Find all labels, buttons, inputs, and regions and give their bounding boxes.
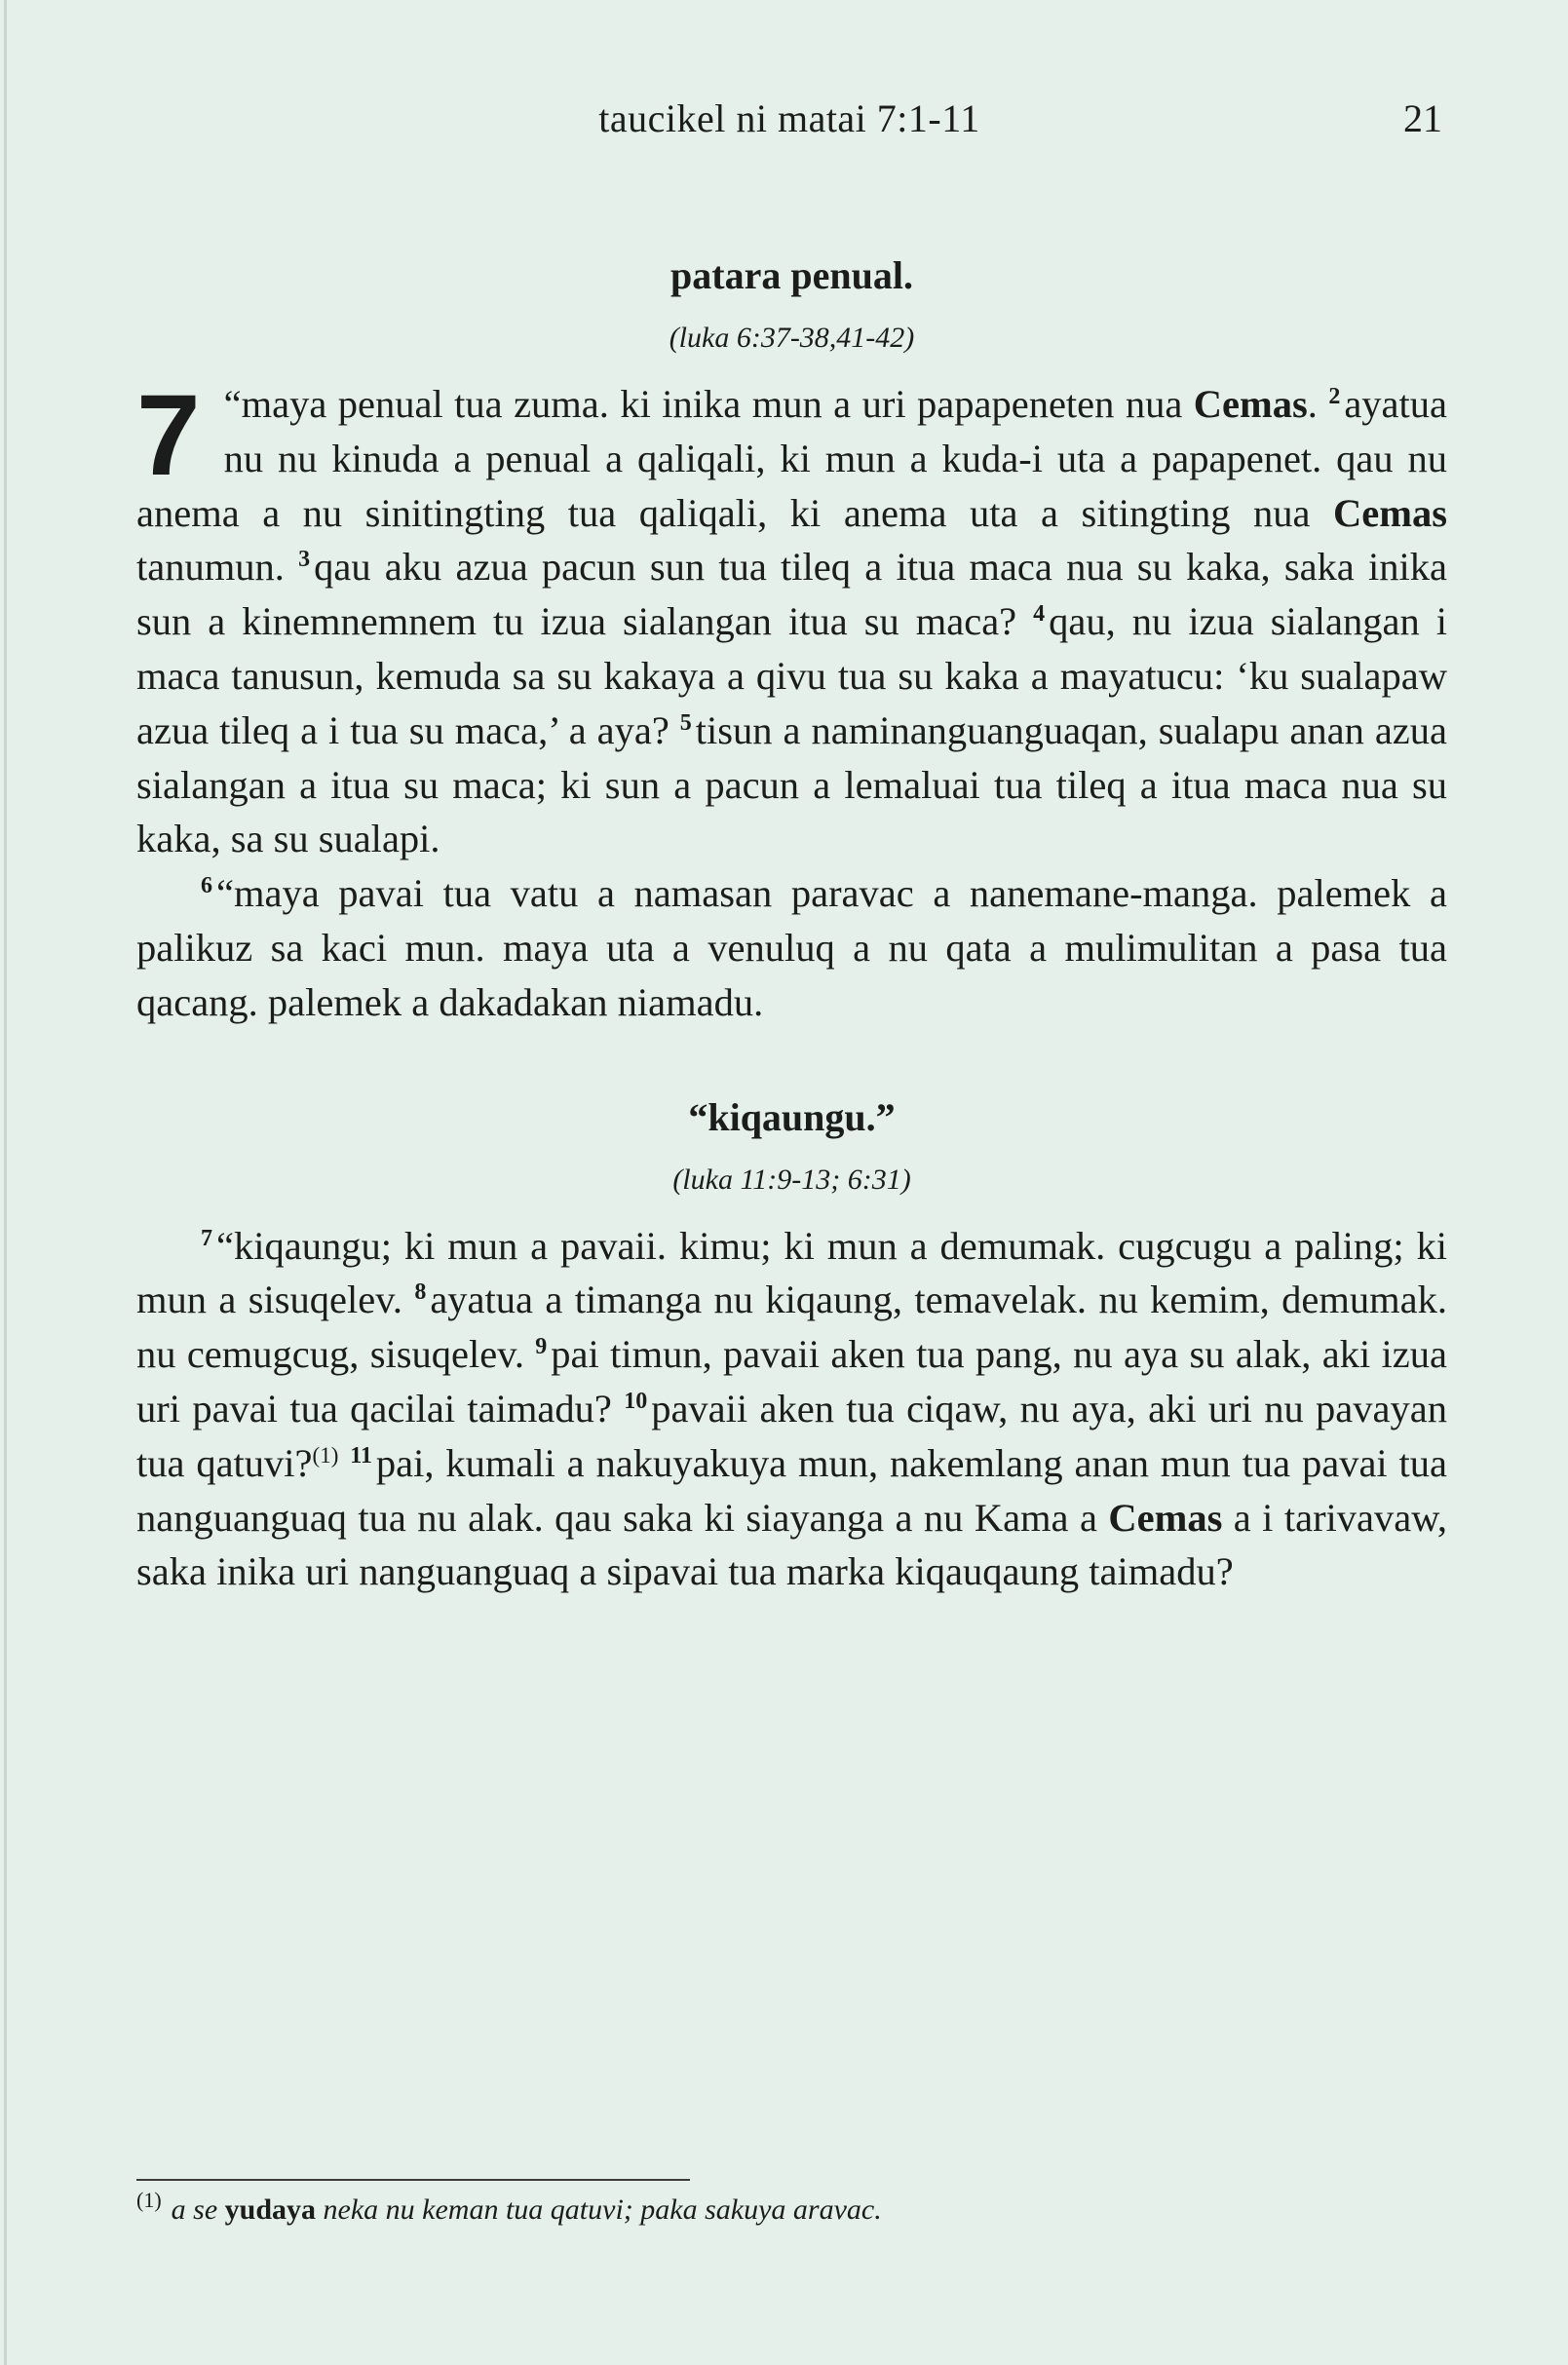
running-title: taucikel ni matai 7:1-11 (598, 96, 980, 140)
chapter-number: 7 (136, 371, 201, 500)
verse-text: “maya pavai tua vatu a namasan paravac a nanemane-manga. palemek a palikuz sa kaci mun. maya uta a venuluq a nu qata a mulimulitan a pasa tua qacang. palemek a dakadakan niamadu. (136, 871, 1447, 1024)
verse-text: tisun a naminanguanguaqan, sualapu anan azua sialangan a itua su maca; ki sun a pacun a lemaluai tua tileq a itua maca nua su kaka, sa su sualapi. (136, 707, 1447, 861)
divine-name: Cemas (1193, 382, 1308, 426)
section-heading-2: “kiqaungu.” (688, 1094, 896, 1139)
verse-text: pai timun, pavaii aken tua pang, nu aya su alak, aki izua uri pavai tua qacilai taimadu? (136, 1332, 1447, 1430)
verse-number: 11 (350, 1442, 372, 1469)
verse-number: 4 (1033, 601, 1046, 628)
footnote (136, 2189, 1447, 2231)
footnote-term: yudaya (224, 2193, 317, 2226)
footnote-text: neka nu keman tua qatuvi; paka sakuya aravac. (316, 2193, 882, 2226)
page-edge (4, 0, 7, 2365)
footnote-reference[interactable]: (1) (312, 1442, 339, 1468)
verse-text: . (1307, 382, 1329, 426)
verse-text: ayatua a timanga nu kiqaung, temavelak. nu kemim, demumak. nu cemugcug, sisuqelev. (136, 1278, 1447, 1377)
verse-number: 10 (624, 1388, 648, 1414)
divine-name: Cemas (1333, 490, 1447, 535)
verse-text: ayatua nu nu kinuda a penual a qaliqali, ki mun a kuda-i uta a papapenet. qau nu anema a nu sinitingting tua qaliqali, ki anema uta a sitingting nua (136, 382, 1448, 535)
footnote-mark: (1) (136, 2188, 162, 2212)
verse-text: “kiqaungu; ki mun a pavaii. kimu; ki mun a demumak. cugcugu a paling; ki mun a sisuqelev. (136, 1223, 1447, 1322)
footnote-text: a se (171, 2193, 225, 2226)
verse-number: 5 (679, 709, 692, 736)
verse-number: 7 (201, 1225, 212, 1251)
verse-number: 2 (1328, 384, 1341, 409)
paragraph-verses-1-5 (136, 371, 1448, 866)
paragraph-verse-6 (136, 866, 1447, 1029)
verse-text: pavaii aken tua ciqaw, nu aya, aki uri nu pavayan tua qatuvi? (136, 1386, 1447, 1485)
verse-text: pai, kumali a nakuyakuya mun, nakemlang anan mun tua pavai tua nanguanguaq tua nu alak. qau saka ki siayanga a nu Kama a (136, 1440, 1447, 1540)
verse-text: “maya penual tua zuma. ki inika mun a uri papapeneten nua (223, 382, 1194, 426)
verse-text: qau aku azua pacun sun tua tileq a itua maca nua su kaka, saka inika sun a kinemnemnem tu izua sialangan itua su maca? (136, 545, 1447, 644)
verse-number: 3 (298, 547, 311, 573)
verse-text: tanumun. (136, 545, 299, 590)
divine-name: Cemas (1108, 1495, 1223, 1540)
section-reference-1: (luka 6:37-38,41-42) (669, 322, 915, 354)
section-heading-1: patara penual. (670, 253, 913, 297)
page-number: 21 (1403, 96, 1442, 140)
paragraph-verses-7-11 (136, 1219, 1447, 1600)
verse-number: 8 (414, 1279, 427, 1306)
verse-number: 6 (201, 873, 212, 899)
verse-number: 9 (535, 1334, 548, 1360)
running-header (136, 90, 1442, 148)
verse-text: qau, nu izua sialangan i maca tanusun, kemuda sa su kakaya a qivu tua su kaka a mayatucu: ‘ku sualapaw azua tileq a i tua su maca,’ a aya? (136, 599, 1448, 752)
footnote-divider (136, 2179, 690, 2181)
verse-text: a i tarivavaw, saka inika uri nanguanguaq a sipavai tua marka kiqauqaung taimadu? (136, 1495, 1448, 1594)
text-column (136, 248, 1447, 1599)
section-reference-2: (luka 11:9-13; 6:31) (672, 1163, 911, 1196)
